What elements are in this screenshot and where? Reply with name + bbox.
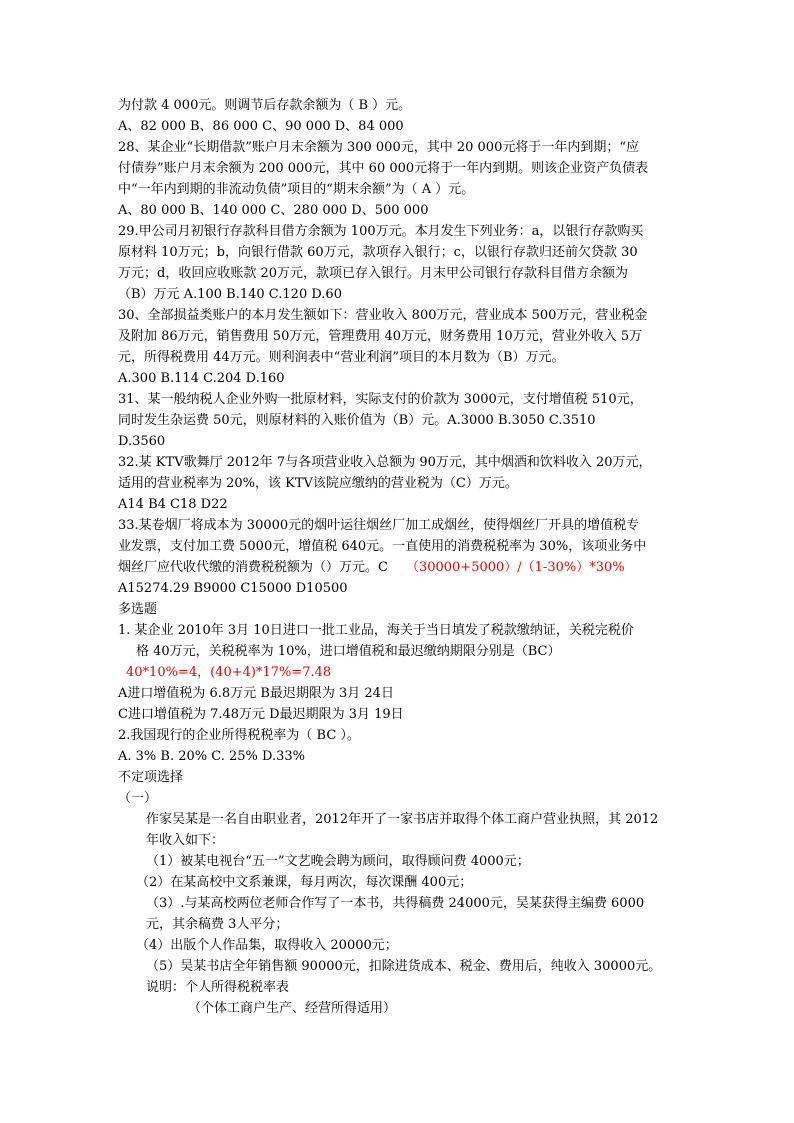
case-item-line: （1）被某电视台“五一”文艺晚会聘为顾问，取得顾问费 4000元； xyxy=(146,854,530,869)
question-33-line: 33.某卷烟厂将成本为 30000元的烟叶运往烟丝厂加工成烟丝，使得烟丝厂开具的增值税专 xyxy=(118,518,640,533)
options-line: （B）万元 A.100 B.140 C.120 D.60 xyxy=(118,287,342,302)
options-line: A14 B4 C18 D22 xyxy=(118,497,228,512)
text-line: 业发票，支付加工费 5000元，增值税 640元。一直使用的消费税税率为 30%，该项业务中 xyxy=(118,539,647,554)
text-line: 为付款 4 000元。则调节后存款余额为（ B ）元。 xyxy=(118,98,412,113)
section-heading: 多选题 xyxy=(118,602,158,617)
text-line: 万元；d，收回应收账款 20万元，款项已存入银行。月末甲公司银行存款科目借方余额为 xyxy=(118,266,628,281)
options-line: A进口增值税为 6.8万元 B最迟期限为 3月 24日 xyxy=(118,686,394,701)
answer-formula: 40*10%=4，(40+4)*17%=7.48 xyxy=(126,665,332,680)
multi-question-1-line: 1. 某企业 2010年 3月 10日进口一批工业品，海关于当日填发了税款缴纳证，关税完税价 xyxy=(118,623,634,638)
case-text-line: 年收入如下： xyxy=(146,833,225,848)
question-30-line: 30、全部损益类账户的本月发生额如下：营业收入 800万元，营业成本 500万元，营业税金 xyxy=(118,308,648,323)
section-heading: 不定项选择 xyxy=(118,770,184,785)
text-line: 付债券”账户月末余额为 200 000元，其中 60 000元将于一年内到期。则该企业资产负债表 xyxy=(118,161,649,176)
options-line: A15274.29 B9000 C15000 D10500 xyxy=(118,581,348,596)
question-28-line: 28、某企业“长期借款”账户月末余额为 300 000元，其中 20 000元将于一年内到期；“应 xyxy=(118,140,639,155)
note-line: 说明：个人所得税税率表 xyxy=(146,980,290,995)
text-line: 同时发生杂运费 50元，则原材料的入账价值为（B）元。A.3000 B.3050 C.3510 xyxy=(118,413,596,428)
options-line: A. 3% B. 20% C. 25% D.33% xyxy=(118,749,306,764)
text-line: 及附加 86万元，销售费用 50万元，管理费用 40万元，财务费用 10万元，营业外收入 5万 xyxy=(118,329,643,344)
options-line: A.300 B.114 C.204 D.160 xyxy=(118,371,285,386)
text-line xyxy=(118,558,625,578)
question-29-line: 29.甲公司月初银行存款科目借方余额为 100万元。本月发生下列业务：a，以银行存款购买 xyxy=(118,224,644,239)
options-line: C进口增值税为 7.48万元 D最迟期限为 3月 19日 xyxy=(118,707,404,722)
options-line: D.3560 xyxy=(118,434,166,449)
text-line: 格 40万元，关税税率为 10%，进口增值税和最迟缴纳期限分别是（BC） xyxy=(136,644,561,659)
case-text-line: 元，其余稿费 3人平分； xyxy=(146,917,289,932)
case-item-line: （4）出版个人作品集，取得收入 20000元； xyxy=(136,938,398,953)
case-item-line: （3）.与某高校两位老师合作写了一本书，共得稿费 24000元，吴某获得主编费 6000 xyxy=(146,896,645,911)
options-line: A、80 000 B、140 000 C、280 000 D、500 000 xyxy=(118,203,429,218)
text-line: 元，所得税费用 44万元。则利润表中“营业利润”项目的本月数为（B）万元。 xyxy=(118,350,565,365)
text-line: 中“一年内到期的非流动负债”项目的“期末余额”为（ A ）元。 xyxy=(118,182,475,197)
question-32-line: 32.某 KTV歌舞厅 2012年 7与各项营业收入总额为 90万元，其中烟酒和饮料收入 20万元， xyxy=(118,455,652,470)
question-text: 烟丝厂应代收代缴的消费税税额为（）万元。C xyxy=(118,560,388,575)
answer-formula: （30000+5000）/（1-30%）*30% xyxy=(405,560,625,575)
case-item-line: （5）吴某书店全年销售额 90000元，扣除进货成本、税金、费用后，纯收入 30000元。 xyxy=(146,959,662,974)
text-line: 原材料 10万元；b，向银行借款 60万元，款项存入银行；c，以银行存款归还前欠贷款 30 xyxy=(118,245,638,260)
options-line: A、82 000 B、86 000 C、90 000 D、84 000 xyxy=(118,119,404,134)
table-caption: （个体工商户生产、经营所得适用） xyxy=(188,1001,397,1016)
multi-question-2-line: 2.我国现行的企业所得税税率为（ BC ）。 xyxy=(118,728,360,743)
case-text-line: 作家吴某是一名自由职业者，2012年开了一家书店并取得个体工商户营业执照，其 2012 xyxy=(146,812,659,827)
question-31-line: 31、某一般纳税人企业外购一批原材料，实际支付的价款为 3000元，支付增值税 510元， xyxy=(118,392,643,407)
case-item-line: （2）在某高校中文系兼课，每月两次，每次课酬 400元； xyxy=(136,875,473,890)
subsection-heading: （一） xyxy=(118,791,158,806)
text-line: 适用的营业税率为 20%，该 KTV该院应缴纳的营业税为（C）万元。 xyxy=(118,476,518,491)
